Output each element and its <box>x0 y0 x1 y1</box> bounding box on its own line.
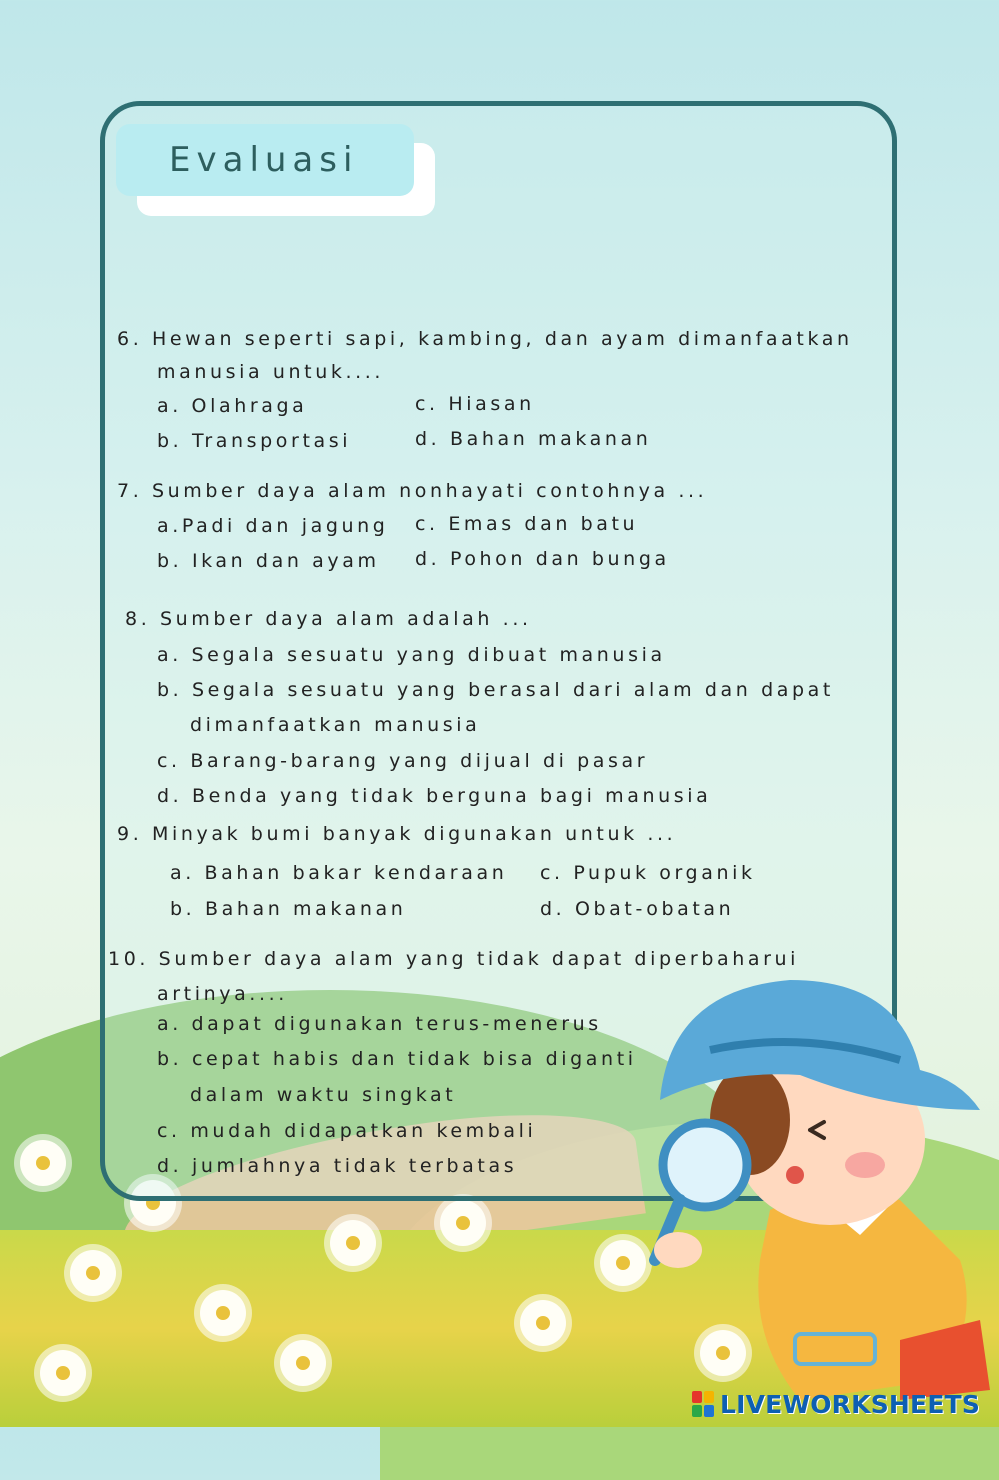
daisy-flower-icon <box>20 1140 66 1186</box>
question-6-option-a[interactable]: a. Olahraga <box>157 395 308 417</box>
question-6-option-d[interactable]: d. Bahan makanan <box>415 428 652 450</box>
question-10-option-d[interactable]: d. jumlahnya tidak terbatas <box>157 1155 518 1177</box>
question-7-option-d[interactable]: d. Pohon dan bunga <box>415 548 670 570</box>
cheek-shape <box>845 1152 885 1178</box>
daisy-flower-icon <box>200 1290 246 1336</box>
question-text: Sumber daya alam nonhayati contohnya ... <box>151 480 708 502</box>
logo-grid-icon <box>692 1391 714 1417</box>
question-number: 7. <box>117 480 143 502</box>
question-10-stem-line-2: artinya.... <box>157 983 288 1005</box>
hand-shape <box>654 1232 702 1268</box>
question-10-option-b[interactable]: b. cepat habis dan tidak bisa diganti <box>157 1048 637 1070</box>
watermark-text: LIVEWORKSHEETS <box>720 1389 981 1419</box>
question-7-option-c[interactable]: c. Emas dan batu <box>415 513 639 535</box>
question-8-option-c[interactable]: c. Barang-barang yang dijual di pasar <box>157 750 649 772</box>
question-8-option-a[interactable]: a. Segala sesuatu yang dibuat manusia <box>157 644 666 666</box>
question-number: 8. <box>125 608 151 630</box>
question-7-stem <box>117 480 707 502</box>
question-10-option-b-line-2[interactable]: dalam waktu singkat <box>190 1084 457 1106</box>
question-8-option-b[interactable]: b. Segala sesuatu yang berasal dari alam dan dapat <box>157 679 834 701</box>
title-banner <box>116 124 414 196</box>
question-7-option-a[interactable]: a.Padi dan jagung <box>157 515 389 537</box>
question-8-option-b-line-2[interactable]: dimanfaatkan manusia <box>190 714 481 736</box>
magnifier-lens-icon <box>663 1123 747 1207</box>
liveworksheets-logo <box>692 1386 980 1422</box>
question-7-option-b[interactable]: b. Ikan dan ayam <box>157 550 380 572</box>
question-8-option-d[interactable]: d. Benda yang tidak berguna bagi manusia <box>157 785 712 807</box>
question-6-stem-line-2: manusia untuk.... <box>157 361 385 383</box>
question-text: Hewan seperti sapi, kambing, dan ayam dimanfaatkan <box>151 328 853 350</box>
daisy-flower-icon <box>330 1220 376 1266</box>
question-9-stem <box>117 823 676 845</box>
child-with-magnifier-illustration <box>600 960 999 1427</box>
question-8-stem <box>125 608 532 630</box>
question-number: 9. <box>117 823 143 845</box>
question-text: Sumber daya alam adalah ... <box>159 608 532 630</box>
daisy-flower-icon <box>440 1200 486 1246</box>
daisy-flower-icon <box>40 1350 86 1396</box>
daisy-flower-icon <box>70 1250 116 1296</box>
question-9-option-a[interactable]: a. Bahan bakar kendaraan <box>170 862 508 884</box>
mouth-shape <box>786 1166 804 1184</box>
question-6-stem <box>117 328 853 350</box>
question-text: Sumber daya alam yang tidak dapat diperbaharui <box>158 948 800 970</box>
question-9-option-b[interactable]: b. Bahan makanan <box>170 898 407 920</box>
question-6-option-c[interactable]: c. Hiasan <box>415 393 535 415</box>
question-6-option-b[interactable]: b. Transportasi <box>157 430 352 452</box>
question-10-option-a[interactable]: a. dapat digunakan terus-menerus <box>157 1013 602 1035</box>
daisy-flower-icon <box>280 1340 326 1386</box>
question-text: Minyak bumi banyak digunakan untuk ... <box>151 823 677 845</box>
question-number: 6. <box>117 328 143 350</box>
question-9-option-c[interactable]: c. Pupuk organik <box>540 862 756 884</box>
daisy-flower-icon <box>520 1300 566 1346</box>
question-9-option-d[interactable]: d. Obat-obatan <box>540 898 735 920</box>
page-title: Evaluasi <box>169 140 359 180</box>
question-10-option-c[interactable]: c. mudah didapatkan kembali <box>157 1120 537 1142</box>
question-number: 10. <box>108 948 150 970</box>
